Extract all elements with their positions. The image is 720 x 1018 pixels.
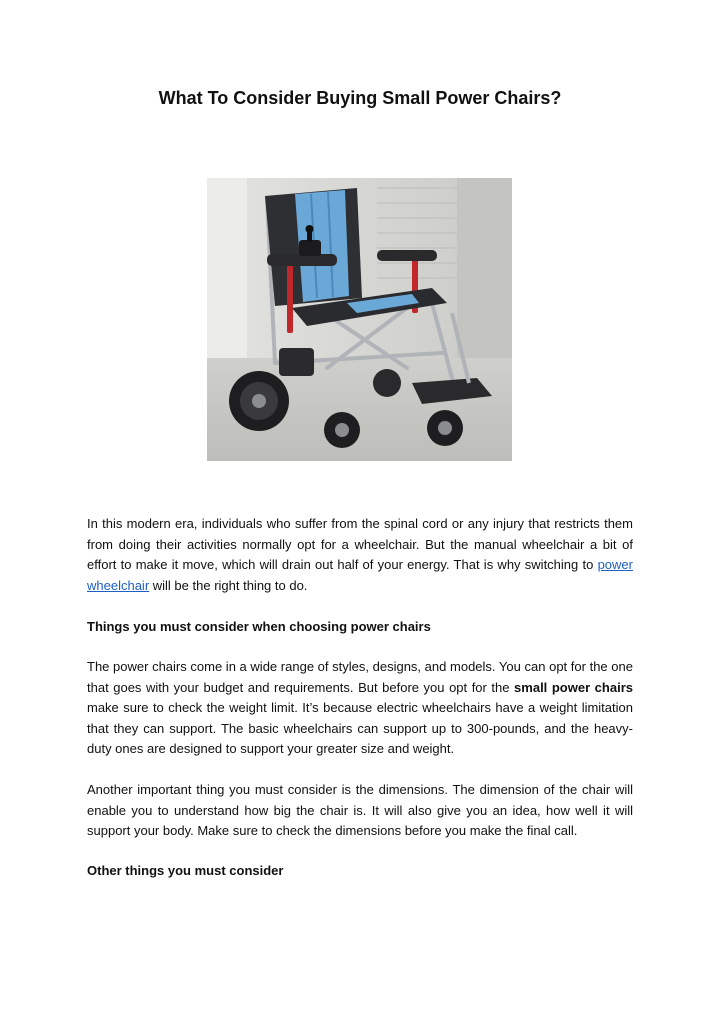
intro-paragraph bbox=[87, 514, 633, 596]
intro-text-after-link: will be the right thing to do. bbox=[149, 577, 308, 593]
power-wheelchair-link[interactable]: power wheelchair bbox=[87, 557, 633, 593]
intro-text-before-link: In this modern era, individuals who suffer from the spinal cord or any injury that restricts them from doing their activities normally opt for a wheelchair. But the manual wheelchair a bit of effort to make it move, which will drain out half of your energy. That is why switching to bbox=[87, 516, 633, 572]
dimensions-paragraph: Another important thing you must consider is the dimensions. The dimension of the chair will enable you to understand how big the chair is. It will also give you an idea, how well it will support your body. Make sure to check the dimensions before you make the final call. bbox=[87, 782, 633, 838]
styles-text-before-bold: The power chairs come in a wide range of styles, designs, and models. You can opt for the one that goes with your budget and requirements. But before you opt for the bbox=[87, 659, 633, 695]
small-power-chairs-bold: small power chairs bbox=[514, 679, 633, 695]
page-title: What To Consider Buying Small Power Chairs? bbox=[158, 88, 562, 108]
section-heading-choosing: Things you must consider when choosing power chairs bbox=[87, 619, 431, 634]
styles-paragraph bbox=[87, 657, 633, 760]
section-heading-other: Other things you must consider bbox=[87, 863, 284, 878]
wheelchair-photo bbox=[207, 178, 512, 461]
styles-text-after-bold: make sure to check the weight limit. It’s because electric wheelchairs have a weight limitation that they can support. The basic wheelchairs can support up to 300-pounds, and the heavy-duty ones are designed to support your greater size and weight. bbox=[87, 700, 633, 756]
